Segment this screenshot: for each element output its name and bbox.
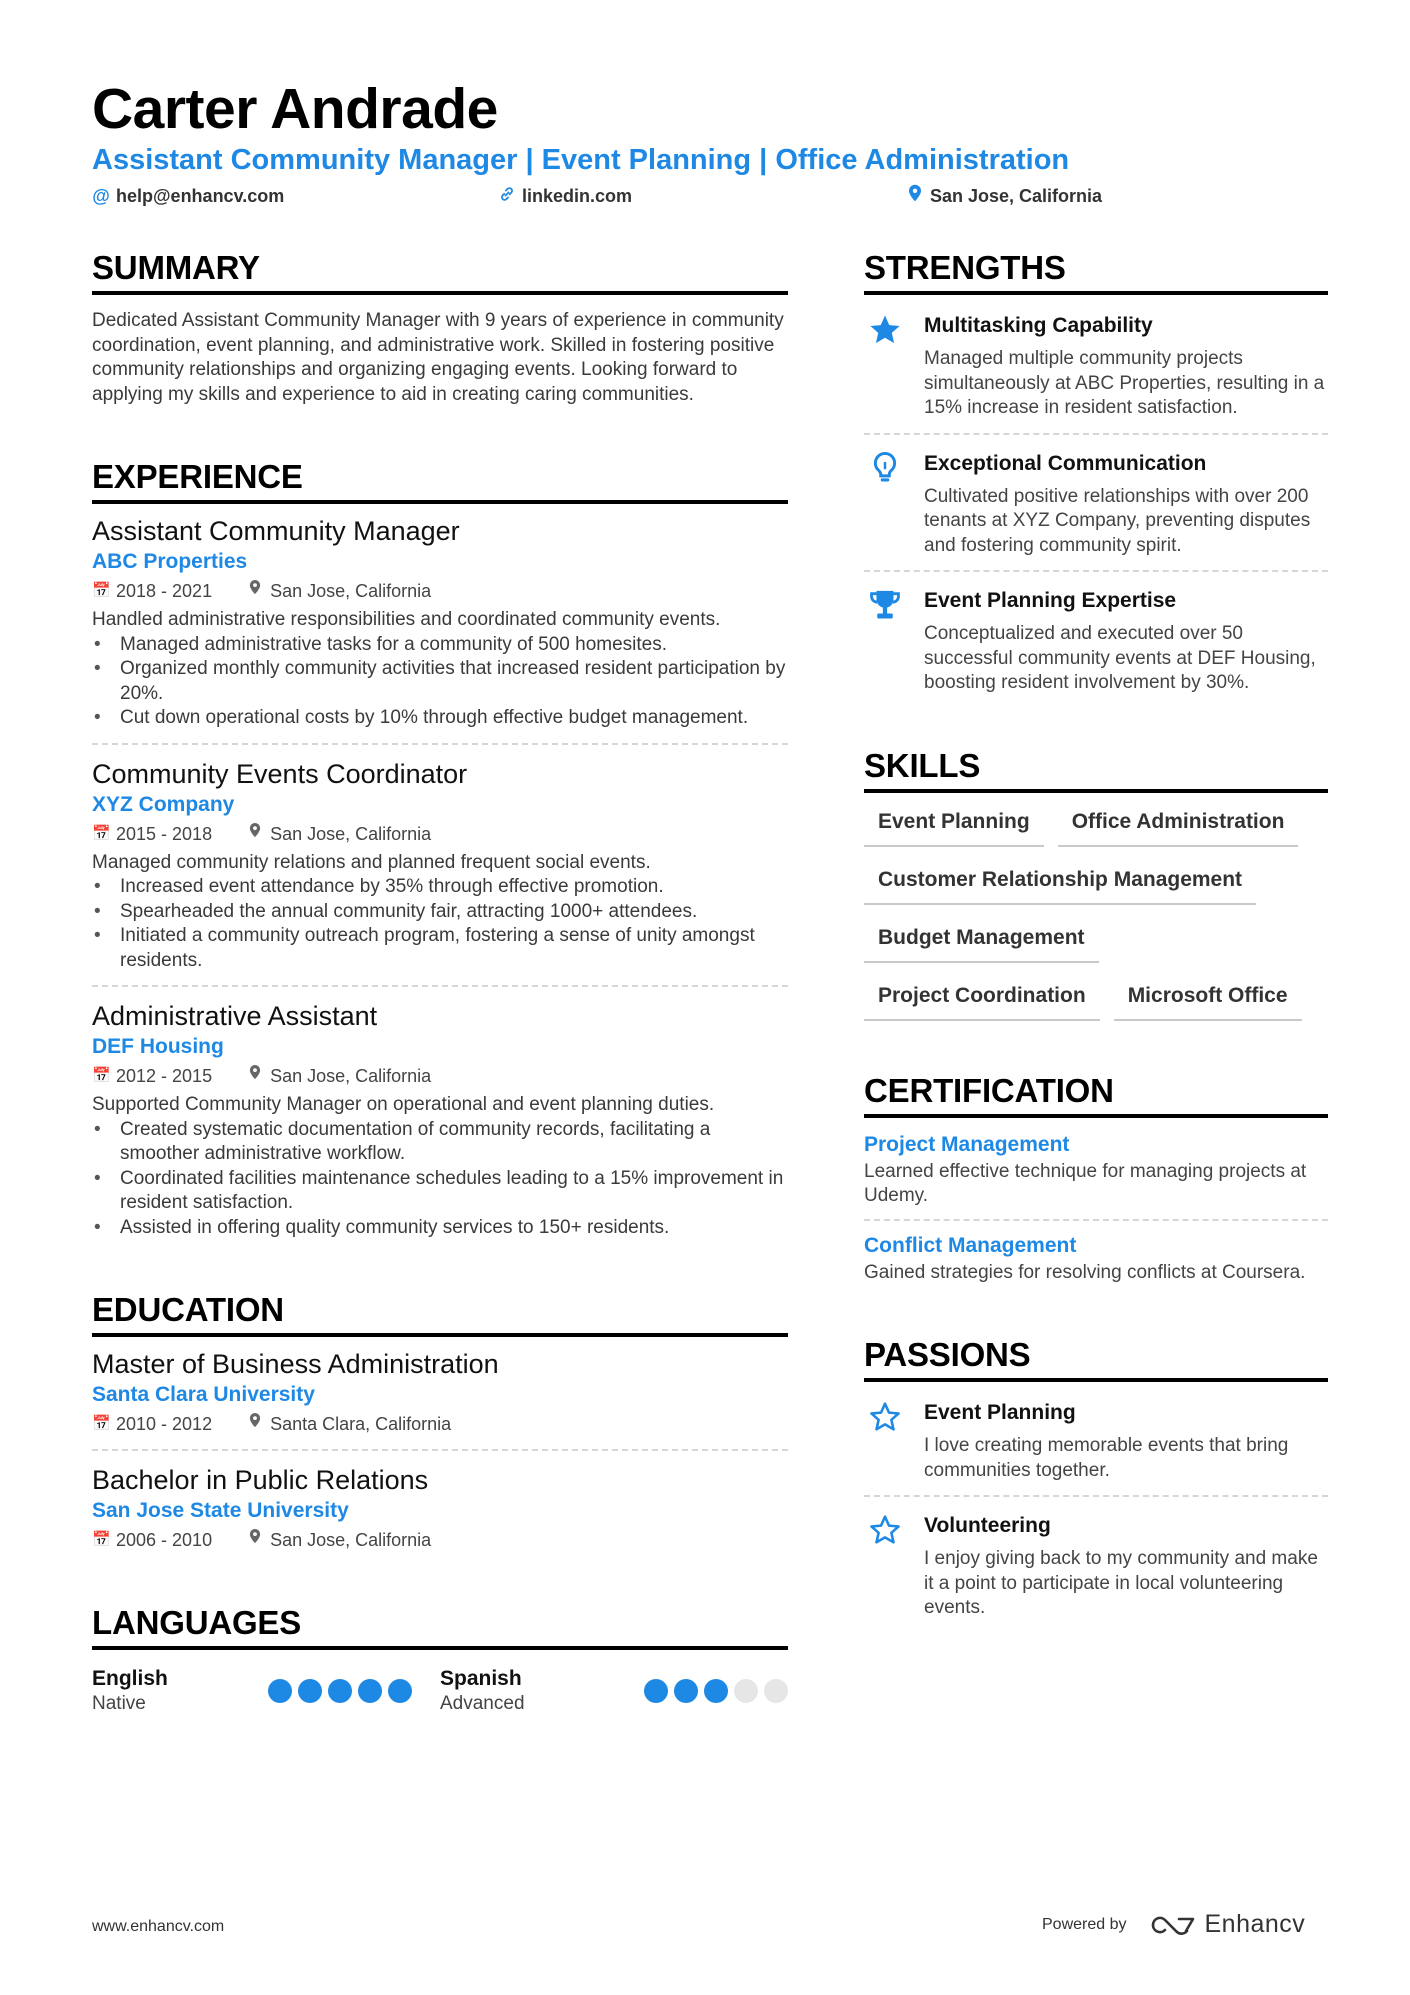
map-pin-icon — [246, 1527, 264, 1553]
language-level: Advanced — [440, 1693, 525, 1714]
certification-description: Learned effective technique for managing projects at Udemy. — [864, 1160, 1307, 1206]
job-location: San Jose, California — [270, 1066, 432, 1086]
star-outline-icon — [864, 1511, 906, 1621]
strengths-section — [864, 248, 1328, 708]
divider — [92, 743, 788, 745]
languages-section — [92, 1603, 788, 1716]
strength-item — [864, 586, 1328, 708]
company-name: XYZ Company — [92, 792, 235, 816]
job-meta — [92, 821, 788, 847]
bullet-item: • Organized monthly community activities that increased resident participation by 20%. — [92, 657, 788, 706]
rating-dot-filled — [328, 1679, 352, 1703]
school-name: Santa Clara University — [92, 1383, 315, 1406]
bullet-item: • Coordinated facilities maintenance schedules leading to a 15% improvement in resident satisfaction. — [92, 1167, 788, 1216]
education-entry — [92, 1463, 788, 1553]
footer-url[interactable]: www.enhancv.com — [92, 1918, 225, 1935]
strength-title: Event Planning Expertise — [924, 589, 1177, 612]
divider — [92, 985, 788, 987]
strength-description: Conceptualized and executed over 50 successful community events at DEF Housing, boosting resident involvement by 30%. — [924, 623, 1316, 693]
contact-linkedin[interactable] — [498, 183, 632, 209]
job-dates: 2012 - 2015 — [116, 1066, 213, 1086]
calendar-icon: 📅 — [92, 1415, 111, 1432]
company-name: ABC Properties — [92, 550, 248, 573]
left-column — [92, 248, 788, 1716]
strengths-heading: STRENGTHS — [864, 248, 1328, 295]
brand-name: Enhancv — [1204, 1910, 1306, 1938]
certification-item — [864, 1130, 1328, 1209]
divider — [92, 1449, 788, 1451]
experience-entry — [92, 757, 788, 974]
strength-item — [864, 311, 1328, 433]
link-icon — [498, 183, 516, 209]
language-name: Spanish — [440, 1667, 522, 1690]
job-dates: 2018 - 2021 — [116, 581, 213, 601]
right-column — [864, 248, 1328, 1633]
education-meta — [92, 1411, 788, 1437]
passions-section — [864, 1335, 1328, 1633]
certification-heading: CERTIFICATION — [864, 1071, 1328, 1118]
at-icon: @ — [92, 186, 110, 206]
rating-dot-empty — [734, 1679, 758, 1703]
divider — [864, 1495, 1328, 1497]
bullet-item: • Managed administrative tasks for a community of 500 homesites. — [92, 633, 788, 658]
passion-description: I enjoy giving back to my community and make it a point to participate in local volunteering events. — [924, 1548, 1318, 1618]
language-level: Native — [92, 1693, 146, 1714]
job-meta — [92, 1063, 788, 1089]
certification-description: Gained strategies for resolving conflicts at Coursera. — [864, 1261, 1306, 1283]
rating-dot-filled — [268, 1679, 292, 1703]
strength-title: Multitasking Capability — [924, 314, 1153, 337]
school-name: San Jose State University — [92, 1499, 349, 1522]
experience-heading: EXPERIENCE — [92, 457, 788, 504]
passion-title: Volunteering — [924, 1514, 1051, 1537]
map-pin-icon — [246, 578, 264, 604]
experience-entry — [92, 999, 788, 1240]
rating-dot-filled — [704, 1679, 728, 1703]
company-name: DEF Housing — [92, 1035, 224, 1058]
language-name: English — [92, 1667, 168, 1690]
trophy-icon — [864, 586, 906, 696]
certification-title: Conflict Management — [864, 1233, 1077, 1257]
calendar-icon: 📅 — [92, 582, 111, 599]
star-filled-icon — [864, 311, 906, 421]
languages-heading: LANGUAGES — [92, 1603, 788, 1650]
experience-section — [92, 457, 788, 1240]
languages-list — [92, 1666, 788, 1716]
divider — [864, 433, 1328, 435]
language-rating — [268, 1679, 412, 1703]
summary-text: Dedicated Assistant Community Manager with 9 years of experience in community coordination, event planning, and administrative work. Skilled in fostering positive community relationships and organizing engaging events. Looking forward to applying my skills and experience to aid in creating caring communities. — [92, 310, 784, 405]
language-item — [92, 1666, 440, 1716]
passion-item — [864, 1398, 1328, 1495]
summary-heading: SUMMARY — [92, 248, 788, 295]
location-text: San Jose, California — [930, 186, 1103, 206]
job-description: Managed community relations and planned frequent social events. — [92, 851, 651, 873]
enhancv-logo-icon — [1149, 1913, 1197, 1937]
divider — [864, 570, 1328, 572]
powered-by-label: Powered by — [1042, 1915, 1127, 1933]
enhancv-logo[interactable] — [1149, 1910, 1306, 1939]
rating-dot-filled — [388, 1679, 412, 1703]
job-description: Handled administrative responsibilities and coordinated community events. — [92, 609, 721, 630]
job-title: Administrative Assistant — [92, 1001, 378, 1031]
job-title: Community Events Coordinator — [92, 758, 468, 789]
email-text: help@enhancv.com — [116, 186, 285, 206]
job-location: San Jose, California — [270, 581, 432, 601]
education-section — [92, 1290, 788, 1553]
education-dates: 2010 - 2012 — [116, 1414, 213, 1434]
education-entry — [92, 1347, 788, 1437]
job-description: Supported Community Manager on operational and event planning duties. — [92, 1094, 715, 1115]
education-location: Santa Clara, California — [270, 1414, 452, 1434]
language-item — [440, 1666, 788, 1716]
passion-item — [864, 1511, 1328, 1633]
skills-section — [864, 746, 1328, 1021]
calendar-icon: 📅 — [92, 1067, 111, 1084]
job-bullets — [92, 875, 788, 973]
education-heading: EDUCATION — [92, 1290, 788, 1337]
footer-branding — [1042, 1910, 1305, 1939]
language-rating — [644, 1679, 788, 1703]
bullet-item: • Created systematic documentation of community records, facilitating a smoother administrative workflow. — [92, 1118, 788, 1167]
job-bullets — [92, 1118, 788, 1241]
job-location: San Jose, California — [270, 823, 432, 844]
skill-tag: Budget Management — [864, 919, 1099, 963]
strength-description: Cultivated positive relationships with over 200 tenants at XYZ Company, preventing disputes and fostering community spirit. — [924, 485, 1311, 556]
passion-title: Event Planning — [924, 1401, 1076, 1424]
strength-title: Exceptional Communication — [924, 451, 1207, 475]
contact-location — [906, 183, 1102, 209]
degree: Bachelor in Public Relations — [92, 1465, 429, 1495]
calendar-icon: 📅 — [92, 1531, 111, 1548]
calendar-icon: 📅 — [92, 824, 111, 842]
map-pin-icon — [246, 1411, 264, 1437]
bullet-item: • Increased event attendance by 35% through effective promotion. — [92, 875, 788, 900]
bullet-item: • Assisted in offering quality community services to 150+ residents. — [92, 1216, 788, 1241]
map-pin-icon — [906, 183, 924, 209]
education-meta — [92, 1527, 788, 1553]
education-dates: 2006 - 2010 — [116, 1530, 213, 1550]
rating-dot-filled — [644, 1679, 668, 1703]
job-dates: 2015 - 2018 — [116, 823, 213, 844]
job-title: Assistant Community Manager — [92, 516, 460, 546]
summary-section — [92, 248, 788, 407]
contact-email[interactable] — [92, 183, 284, 209]
skill-tag: Project Coordination — [864, 977, 1100, 1021]
rating-dot-filled — [298, 1679, 322, 1703]
education-location: San Jose, California — [270, 1530, 432, 1550]
rating-dot-filled — [358, 1679, 382, 1703]
rating-dot-filled — [674, 1679, 698, 1703]
divider — [864, 1219, 1328, 1221]
skill-tag: Customer Relationship Management — [864, 861, 1256, 905]
certification-section — [864, 1071, 1328, 1286]
skill-tag: Event Planning — [864, 803, 1044, 847]
star-outline-icon — [864, 1398, 906, 1483]
bullet-item: • Initiated a community outreach program, fostering a sense of unity amongst residents. — [92, 924, 788, 973]
skills-list — [864, 803, 1328, 1021]
job-bullets — [92, 633, 788, 731]
passion-description: I love creating memorable events that bring communities together. — [924, 1435, 1289, 1481]
headline: Assistant Community Manager | Event Planning | Office Administration — [92, 144, 1070, 176]
passions-heading: PASSIONS — [864, 1335, 1328, 1382]
lightbulb-icon — [864, 449, 906, 559]
strength-description: Managed multiple community projects simultaneously at ABC Properties, resulting in a 15% increase in resident satisfaction. — [924, 348, 1325, 418]
bullet-item: • Cut down operational costs by 10% through effective budget management. — [92, 706, 788, 731]
linkedin-text: linkedin.com — [522, 186, 633, 206]
candidate-name: Carter Andrade — [92, 77, 498, 141]
certification-title: Project Management — [864, 1132, 1070, 1156]
certification-item — [864, 1231, 1328, 1286]
map-pin-icon — [246, 1063, 264, 1089]
job-meta — [92, 578, 788, 604]
experience-entry — [92, 514, 788, 731]
bullet-item: • Spearheaded the annual community fair, attracting 1000+ attendees. — [92, 900, 788, 925]
skills-heading: SKILLS — [864, 746, 1328, 793]
strength-item — [864, 449, 1328, 571]
degree: Master of Business Administration — [92, 1349, 499, 1379]
rating-dot-empty — [764, 1679, 788, 1703]
map-pin-icon — [246, 821, 264, 847]
skill-tag: Microsoft Office — [1114, 977, 1302, 1021]
skill-tag: Office Administration — [1058, 803, 1299, 847]
